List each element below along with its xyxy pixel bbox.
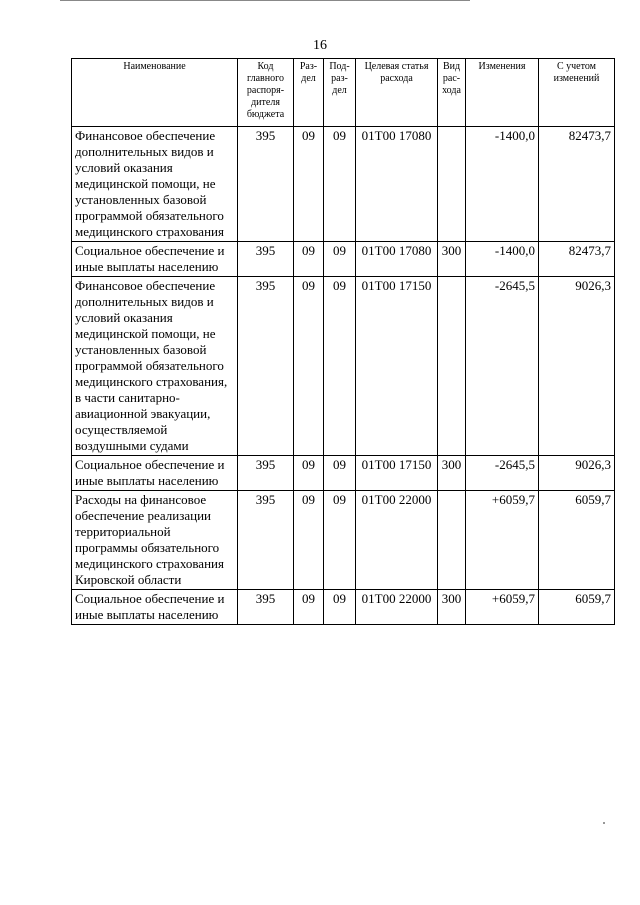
row-total: 6059,7: [539, 590, 615, 625]
row-target: 01Т00 17080: [356, 242, 438, 277]
row-change: -1400,0: [466, 127, 539, 242]
header-type: Вид рас-хода: [438, 59, 466, 127]
row-section: 09: [294, 277, 324, 456]
row-name: Расходы на финансовое обеспечение реализации территориальной программы обязательного медицинского страхования Кировской области: [72, 491, 238, 590]
row-subsection: 09: [324, 491, 356, 590]
header-section: Раз-дел: [294, 59, 324, 127]
row-target: 01Т00 22000: [356, 590, 438, 625]
table-row: [72, 277, 615, 456]
row-subsection: 09: [324, 456, 356, 491]
row-type: 300: [438, 590, 466, 625]
row-type: 300: [438, 456, 466, 491]
row-subsection: 09: [324, 277, 356, 456]
row-total: 82473,7: [539, 242, 615, 277]
header-code: Код главного распоря-дителя бюджета: [238, 59, 294, 127]
row-code: 395: [238, 242, 294, 277]
row-section: 09: [294, 242, 324, 277]
header-row: [72, 59, 615, 127]
row-change: +6059,7: [466, 590, 539, 625]
table-row: [72, 242, 615, 277]
header-change: Изменения: [466, 59, 539, 127]
row-target: 01Т00 17150: [356, 277, 438, 456]
row-change: -2645,5: [466, 277, 539, 456]
row-code: 395: [238, 127, 294, 242]
row-name: Социальное обеспечение и иные выплаты населению: [72, 242, 238, 277]
row-code: 395: [238, 491, 294, 590]
table-row: [72, 456, 615, 491]
header-target: Целевая статья расхода: [356, 59, 438, 127]
budget-table: [71, 58, 615, 625]
row-subsection: 09: [324, 590, 356, 625]
header-total: С учетом изменений: [539, 59, 615, 127]
page-number: 16: [313, 38, 327, 53]
row-section: 09: [294, 127, 324, 242]
header-subsection: Под-раз-дел: [324, 59, 356, 127]
row-change: -2645,5: [466, 456, 539, 491]
row-name: Социальное обеспечение и иные выплаты населению: [72, 456, 238, 491]
top-rule: [60, 0, 470, 1]
row-total: 9026,3: [539, 277, 615, 456]
table-row: [72, 590, 615, 625]
row-target: 01Т00 17080: [356, 127, 438, 242]
row-type: 300: [438, 242, 466, 277]
row-subsection: 09: [324, 127, 356, 242]
row-type: [438, 491, 466, 590]
row-change: +6059,7: [466, 491, 539, 590]
row-code: 395: [238, 590, 294, 625]
row-section: 09: [294, 491, 324, 590]
row-section: 09: [294, 456, 324, 491]
row-type: [438, 277, 466, 456]
row-change: -1400,0: [466, 242, 539, 277]
scan-speck: [603, 822, 605, 824]
header-name: Наименование: [72, 59, 238, 127]
row-target: 01Т00 22000: [356, 491, 438, 590]
row-total: 9026,3: [539, 456, 615, 491]
row-type: [438, 127, 466, 242]
row-total: 82473,7: [539, 127, 615, 242]
row-name: Социальное обеспечение и иные выплаты населению: [72, 590, 238, 625]
row-target: 01Т00 17150: [356, 456, 438, 491]
row-code: 395: [238, 277, 294, 456]
row-total: 6059,7: [539, 491, 615, 590]
row-subsection: 09: [324, 242, 356, 277]
table-row: [72, 127, 615, 242]
row-code: 395: [238, 456, 294, 491]
row-section: 09: [294, 590, 324, 625]
table-row: [72, 491, 615, 590]
row-name: Финансовое обеспечение дополнительных видов и условий оказания медицинской помощи, не установленных базовой программой обязательного медицинского страхования: [72, 127, 238, 242]
row-name: Финансовое обеспечение дополнительных видов и условий оказания медицинской помощи, не установленных базовой программой обязательного медицинского страхования, в части санитарно-авиационной эвакуации, осуществляемой воздушными судами: [72, 277, 238, 456]
